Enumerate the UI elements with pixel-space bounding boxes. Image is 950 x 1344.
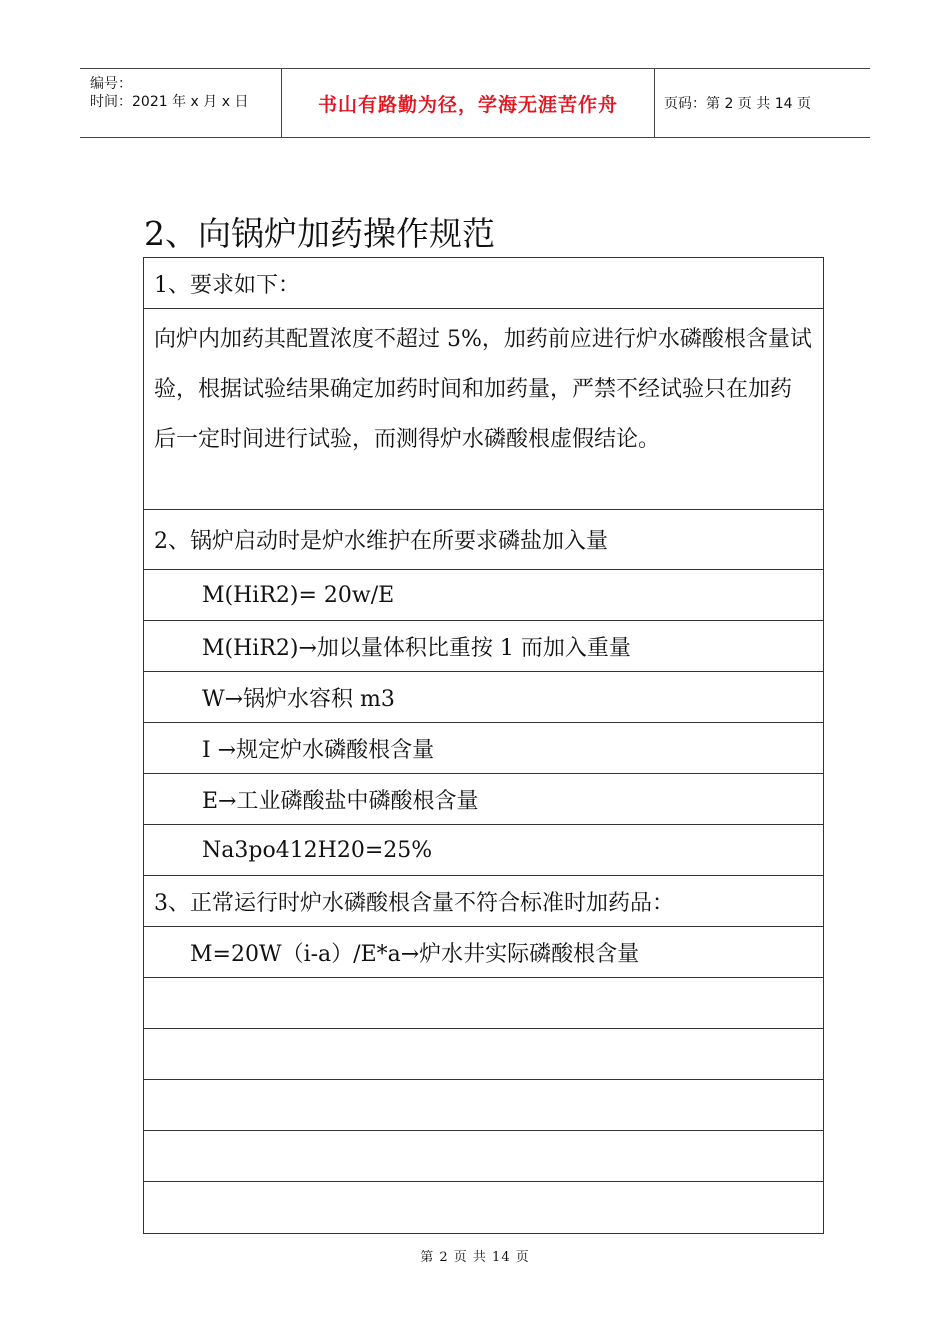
table-row: 向炉内加药其配置浓度不超过 5%，加药前应进行炉水磷酸根含量试验，根据试验结果确定加药时间和加药量，严禁不经试验只在加药后一定时间进行试验，而测得炉水磷酸根虚假结论。 <box>144 309 823 510</box>
motto: 书山有路勤为径，学海无涯苦作舟 <box>317 93 618 116</box>
empty-row <box>144 1080 823 1131</box>
page-info: 页码：第 2 页 共 14 页 <box>664 96 811 112</box>
table-row: 1、要求如下： <box>144 258 823 309</box>
content-table <box>143 257 824 1234</box>
table-row: W→锅炉水容积 m3 <box>144 672 823 723</box>
table-row: Na3po412H20=25% <box>144 825 823 876</box>
time-label: 时间：2021 年 x 月 x 日 <box>90 94 249 110</box>
empty-row <box>144 978 823 1029</box>
header-meta <box>80 69 280 137</box>
empty-row <box>144 1182 823 1233</box>
table-row: M(HiR2)= 20w/E <box>144 570 823 621</box>
table-row: 2、锅炉启动时是炉水维护在所要求磷盐加入量 <box>144 510 823 570</box>
table-row: E→工业磷酸盐中磷酸根含量 <box>144 774 823 825</box>
section-title: 2、向锅炉加药操作规范 <box>144 214 495 253</box>
header-motto-cell <box>281 69 655 137</box>
table-row: M=20W（i-a）/E*a→炉水井实际磷酸根含量 <box>144 927 823 978</box>
header-page-cell <box>654 69 870 137</box>
page-header <box>80 68 870 138</box>
table-row: I →规定炉水磷酸根含量 <box>144 723 823 774</box>
empty-row <box>144 1029 823 1080</box>
table-row: M(HiR2)→加以量体积比重按 1 而加入重量 <box>144 621 823 672</box>
page-footer: 第 2 页 共 14 页 <box>420 1250 530 1265</box>
empty-row <box>144 1131 823 1182</box>
table-row: 3、正常运行时炉水磷酸根含量不符合标准时加药品： <box>144 876 823 927</box>
number-label: 编号： <box>90 76 132 92</box>
